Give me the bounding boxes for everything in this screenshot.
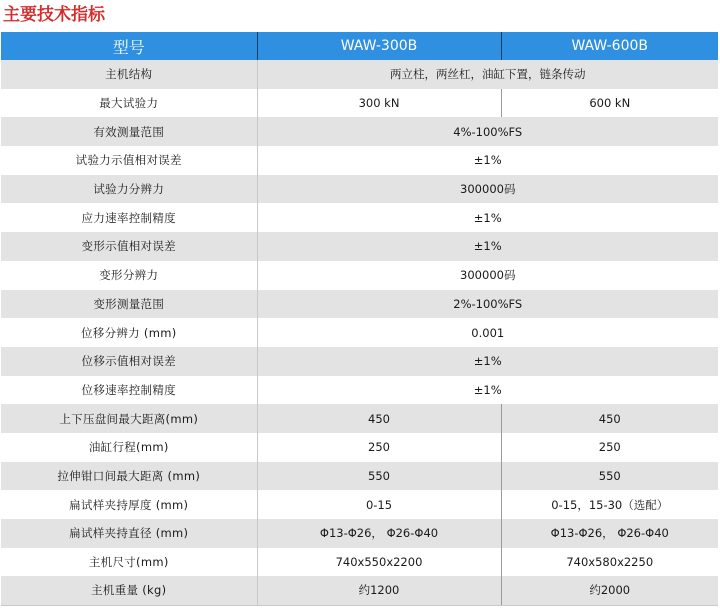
spec-label: 位移示值相对误差 — [81, 354, 176, 369]
spec-label: 变形分辨力 — [99, 268, 159, 283]
table-row — [1, 347, 718, 376]
spec-label: 上下压盘间最大距离(mm) — [59, 411, 199, 426]
table-row — [1, 175, 718, 204]
spec-label: 应力速率控制精度 — [81, 210, 176, 225]
table-row — [1, 117, 718, 146]
spec-label: 有效测量范围 — [93, 124, 165, 139]
spec-value-300b: 250 — [257, 433, 501, 462]
spec-label: 主机尺寸(mm) — [88, 555, 169, 570]
table-row — [1, 433, 718, 462]
spec-label: 最大试验力 — [99, 96, 159, 111]
table-row — [1, 232, 718, 261]
table-row — [1, 519, 718, 548]
spec-value-shared: 300000码 — [257, 175, 718, 204]
spec-value-600b: 约2000 — [501, 576, 718, 605]
spec-value-shared: 300000码 — [257, 261, 718, 290]
spec-label: 试验力分辨力 — [93, 182, 165, 197]
spec-label: 扁试样夹持厚度 (mm) — [69, 497, 189, 512]
table-row — [1, 290, 718, 319]
table-row — [1, 490, 718, 519]
table-row — [1, 146, 718, 175]
spec-value-300b: 0-15 — [257, 490, 501, 519]
table-row — [1, 60, 718, 89]
spec-value-300b: 约1200 — [257, 576, 501, 605]
spec-label: 扁试样夹持直径 (mm) — [69, 526, 189, 541]
table-row — [1, 318, 718, 347]
spec-value-600b: 740x580x2250 — [501, 548, 718, 577]
spec-value-600b: 600 kN — [501, 89, 718, 118]
table-row — [1, 376, 718, 405]
spec-value-shared: ±1% — [257, 146, 718, 175]
table-row — [1, 261, 718, 290]
table-row — [1, 203, 718, 232]
spec-label: 位移分辨力 (mm) — [80, 325, 177, 340]
spec-label: 变形测量范围 — [93, 296, 165, 311]
spec-value-300b: Φ13-Φ26， Φ26-Φ40 — [257, 519, 501, 548]
table-header-row — [1, 32, 718, 60]
spec-value-600b: 550 — [501, 462, 718, 491]
spec-value-shared: ±1% — [257, 376, 718, 405]
spec-value-600b: Φ13-Φ26， Φ26-Φ40 — [501, 519, 718, 548]
table-row — [1, 89, 718, 118]
spec-table-body — [1, 60, 718, 605]
spec-label: 变形示值相对误差 — [81, 239, 176, 254]
spec-value-300b: 300 kN — [257, 89, 501, 118]
spec-label: 主机结构 — [105, 67, 153, 82]
table-row — [1, 548, 718, 577]
spec-value-shared: 2%-100%FS — [257, 290, 718, 319]
spec-label: 位移速率控制精度 — [81, 382, 176, 397]
spec-value-600b: 450 — [501, 404, 718, 433]
model-header-600b: WAW-600B — [501, 32, 718, 60]
table-row — [1, 404, 718, 433]
spec-value-shared: 4%-100%FS — [257, 117, 718, 146]
spec-value-shared: 两立柱，两丝杠，油缸下置，链条传动 — [257, 60, 718, 89]
model-header-label: 型号 — [1, 32, 257, 60]
spec-label: 油缸行程(mm) — [88, 440, 169, 455]
section-title: 主要技术指标 — [3, 5, 105, 25]
spec-value-shared: 0.001 — [257, 318, 718, 347]
spec-value-shared: ±1% — [257, 347, 718, 376]
spec-value-300b: 740x550x2200 — [257, 548, 501, 577]
table-row — [1, 462, 718, 491]
spec-label: 试验力示值相对误差 — [75, 153, 182, 168]
spec-value-shared: ±1% — [257, 232, 718, 261]
spec-value-600b: 0-15，15-30（选配） — [501, 490, 718, 519]
table-row — [1, 576, 718, 605]
spec-value-300b: 450 — [257, 404, 501, 433]
spec-table — [1, 32, 718, 606]
spec-label: 拉伸钳口间最大距离 (mm) — [57, 468, 201, 483]
spec-label: 主机重量 (kg) — [1, 576, 257, 605]
spec-value-shared: ±1% — [257, 203, 718, 232]
spec-value-600b: 250 — [501, 433, 718, 462]
spec-value-300b: 550 — [257, 462, 501, 491]
model-header-300b: WAW-300B — [257, 32, 501, 60]
